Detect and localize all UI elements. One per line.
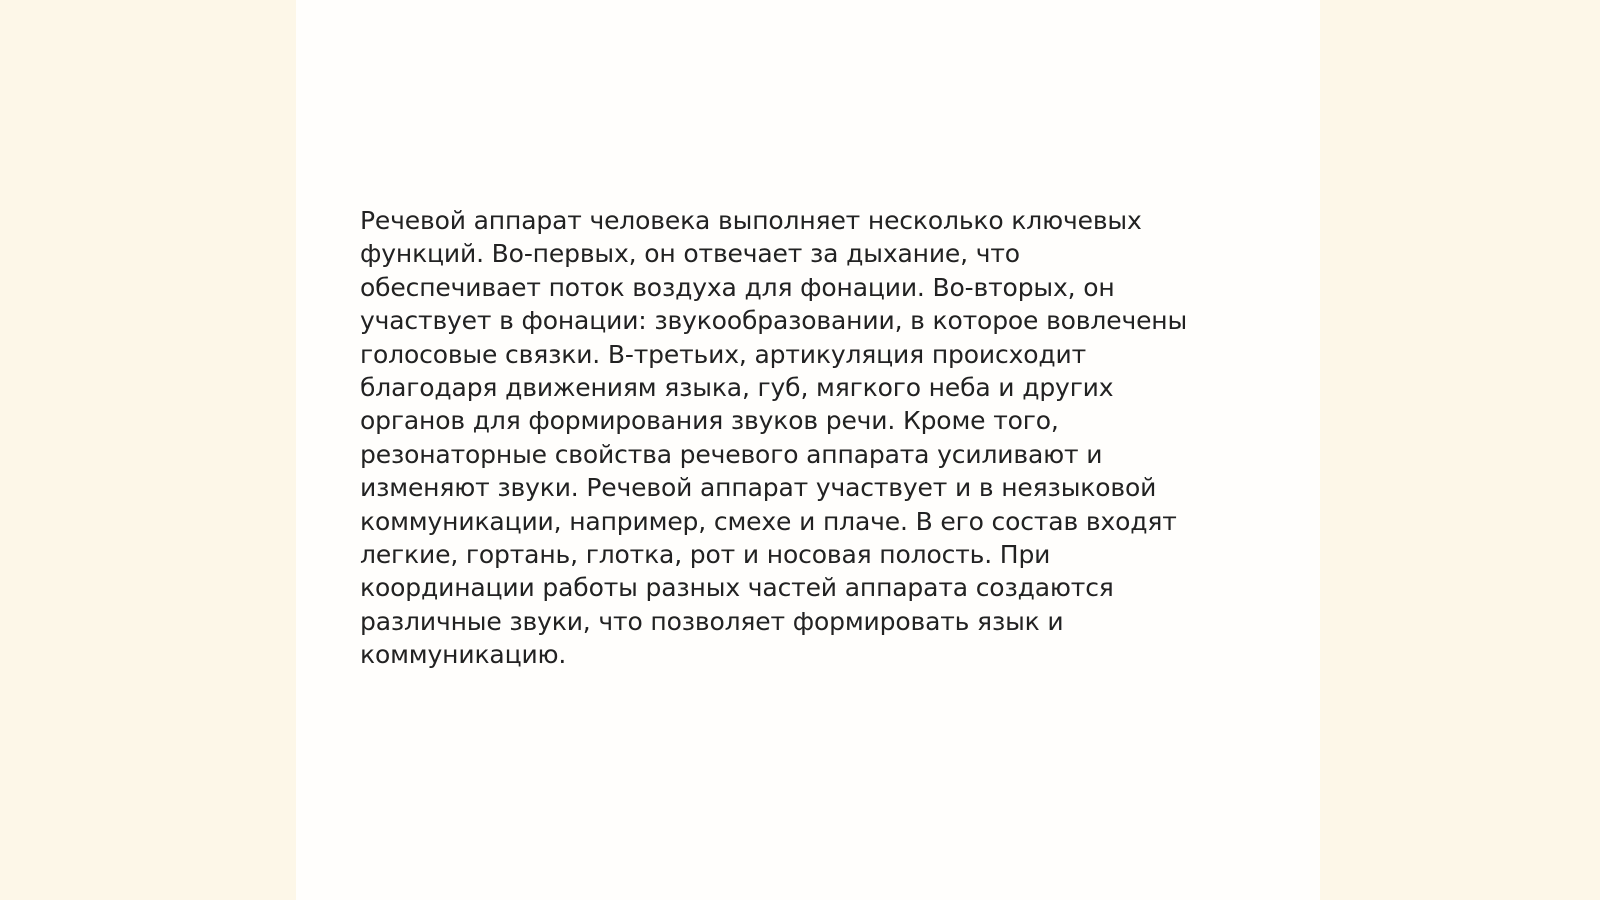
paragraph-line: обеспечивает поток воздуха для фонации. Во-вторых, он (360, 272, 1115, 302)
paragraph-line: голосовые связки. В-третьих, артикуляция происходит (360, 339, 1087, 369)
right-background-panel (1320, 0, 1600, 900)
paragraph-line: коммуникации, например, смехе и плаче. В его состав входят (360, 506, 1177, 536)
paragraph-line: коммуникацию. (360, 640, 567, 670)
paragraph-line: участвует в фонации: звукообразовании, в которое вовлечены (360, 306, 1188, 336)
body-paragraph (360, 204, 1240, 672)
paragraph-line: функций. Во-первых, он отвечает за дыхание, что (360, 239, 1020, 269)
paragraph-line: резонаторные свойства речевого аппарата усиливают и (360, 439, 1103, 469)
paragraph-line: изменяют звуки. Речевой аппарат участвует и в неязыковой (360, 473, 1157, 503)
paragraph-line: органов для формирования звуков речи. Кроме того, (360, 406, 1059, 436)
paragraph-line: различные звуки, что позволяет формировать язык и (360, 606, 1064, 636)
paragraph-line: благодаря движениям языка, губ, мягкого неба и других (360, 373, 1114, 403)
paragraph-line: координации работы разных частей аппарата создаются (360, 573, 1114, 603)
paragraph-line: Речевой аппарат человека выполняет несколько ключевых (360, 206, 1142, 235)
paragraph-line: легкие, гортань, глотка, рот и носовая полость. При (360, 540, 1051, 570)
left-background-panel (0, 0, 296, 900)
slide-page (296, 0, 1320, 900)
